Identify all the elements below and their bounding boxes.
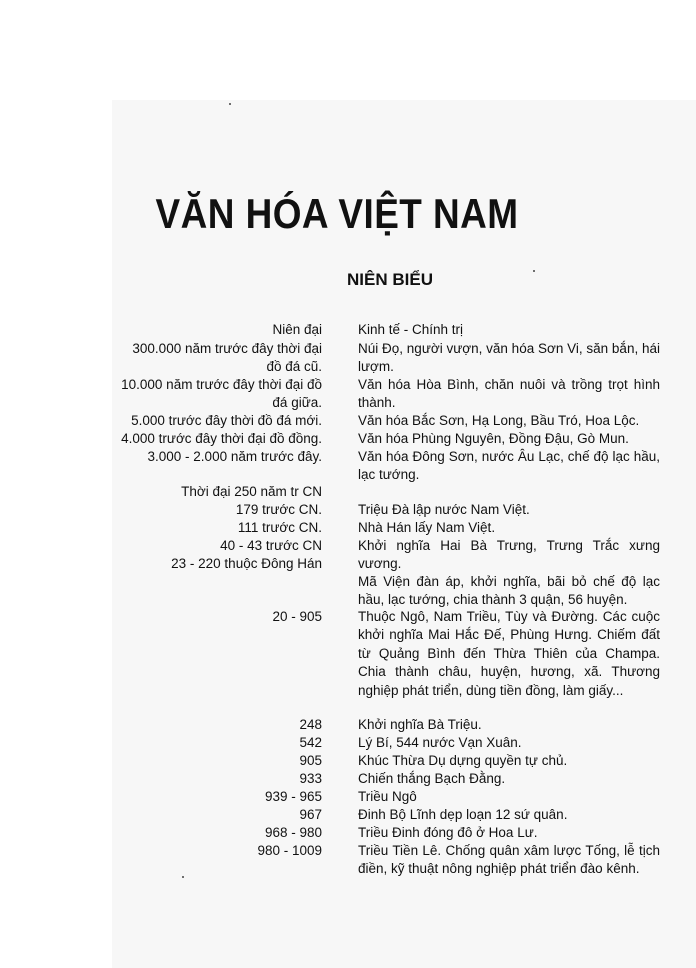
row-event: Văn hóa Phùng Nguyên, Đồng Đậu, Gò Mun. bbox=[358, 431, 629, 446]
scan-speck bbox=[182, 876, 184, 878]
table-row bbox=[0, 734, 696, 754]
row-event: Văn hóa Hòa Bình, chăn nuôi và trồng trọt hình thành. bbox=[358, 377, 660, 411]
row-date: 248 bbox=[299, 717, 322, 732]
table-row bbox=[0, 376, 696, 411]
scan-speck bbox=[229, 103, 231, 105]
row-event: Khởi nghĩa Hai Bà Trưng, Trưng Trắc xưng vương. bbox=[358, 538, 660, 572]
row-date: 933 bbox=[299, 771, 322, 786]
table-row bbox=[0, 340, 696, 375]
table-row bbox=[0, 430, 696, 450]
table-row bbox=[0, 842, 696, 877]
row-event: Thuộc Ngô, Nam Triều, Tùy và Đường. Các cuộc khởi nghĩa Mai Hắc Đế, Phùng Hưng. Chiếm đất từ Quảng Bình đến Thừa Thiên của Champa. Chia thành châu, huyện, hương, xã. Thương nghiệp phát triển, dùng tiền đồng, làm giấy... bbox=[358, 609, 660, 698]
row-date: 111 trước CN. bbox=[237, 520, 322, 535]
row-event: Văn hóa Bắc Sơn, Hạ Long, Bầu Tró, Hoa Lộc. bbox=[358, 413, 640, 428]
row-event: Văn hóa Đông Sơn, nước Âu Lạc, chế độ lạc hầu, lạc tướng. bbox=[358, 449, 660, 483]
header-right: Kinh tế - Chính trị bbox=[358, 322, 464, 337]
scan-speck bbox=[533, 270, 535, 272]
table-row bbox=[0, 448, 696, 483]
row-date: 905 bbox=[299, 753, 322, 768]
header-left: Niên đại bbox=[272, 322, 322, 337]
row-event: Khúc Thừa Dụ dựng quyền tự chủ. bbox=[358, 753, 568, 768]
table-row bbox=[0, 501, 696, 521]
row-date: 10.000 năm trước đây thời đại đồ đá giữa. bbox=[121, 377, 322, 410]
row-event: Khởi nghĩa Bà Triệu. bbox=[358, 717, 482, 732]
row-date: 179 trước CN. bbox=[235, 502, 322, 517]
row-event: Núi Đọ, người vượn, văn hóa Sơn Vi, săn bắn, hái lượm. bbox=[358, 341, 660, 375]
row-date: 40 - 43 trước CN bbox=[220, 538, 322, 553]
table-row bbox=[0, 412, 696, 432]
row-event: Mã Viện đàn áp, khởi nghĩa, bãi bỏ chế độ lạc hầu, lạc tướng, chia thành 3 quận, 56 huyện. bbox=[358, 574, 660, 608]
table-row bbox=[0, 716, 696, 736]
row-event: Triều Đinh đóng đô ở Hoa Lư. bbox=[358, 825, 538, 840]
table-row bbox=[0, 806, 696, 826]
row-event: Triệu Đà lập nước Nam Việt. bbox=[358, 502, 530, 517]
table-row bbox=[0, 824, 696, 844]
row-date: 4.000 trước đây thời đại đồ đồng. bbox=[121, 431, 322, 446]
table-row bbox=[0, 788, 696, 808]
row-event: Nhà Hán lấy Nam Việt. bbox=[358, 520, 496, 535]
table-header-row bbox=[0, 321, 696, 341]
row-event: Đinh Bộ Lĩnh dẹp loạn 12 sứ quân. bbox=[358, 807, 568, 822]
row-date: 300.000 năm trước đây thời đại đồ đá cũ. bbox=[132, 341, 322, 374]
table-row bbox=[0, 608, 696, 698]
row-date: 23 - 220 thuộc Đông Hán bbox=[171, 556, 322, 571]
row-event: Triều Tiền Lê. Chống quân xâm lược Tống, lễ tịch điền, kỹ thuật nông nghiệp phát triển đào kênh. bbox=[358, 843, 660, 877]
row-date: 20 - 905 bbox=[272, 609, 322, 624]
page-title: VĂN HÓA VIỆT NAM bbox=[155, 190, 519, 237]
row-date: 5.000 trước đây thời đồ đá mới. bbox=[131, 413, 322, 428]
row-date: 967 bbox=[299, 807, 322, 822]
row-date: 3.000 - 2.000 năm trước đây. bbox=[147, 449, 322, 464]
row-date: 939 - 965 bbox=[264, 789, 322, 804]
row-event: Chiến thắng Bạch Đằng. bbox=[358, 771, 506, 786]
table-row bbox=[0, 519, 696, 539]
table-row bbox=[0, 573, 696, 608]
row-event: Triều Ngô bbox=[358, 789, 417, 804]
section-subtitle: NIÊN BIỂU bbox=[347, 270, 433, 289]
table-row bbox=[0, 752, 696, 772]
row-event: Lý Bí, 544 nước Vạn Xuân. bbox=[358, 735, 522, 750]
table-row bbox=[0, 555, 696, 575]
table-row bbox=[0, 770, 696, 790]
row-date: 968 - 980 bbox=[264, 825, 322, 840]
row-date: 542 bbox=[299, 735, 322, 750]
table-row bbox=[0, 483, 696, 503]
row-date: Thời đại 250 năm tr CN bbox=[181, 484, 322, 499]
row-date: 980 - 1009 bbox=[257, 843, 322, 858]
